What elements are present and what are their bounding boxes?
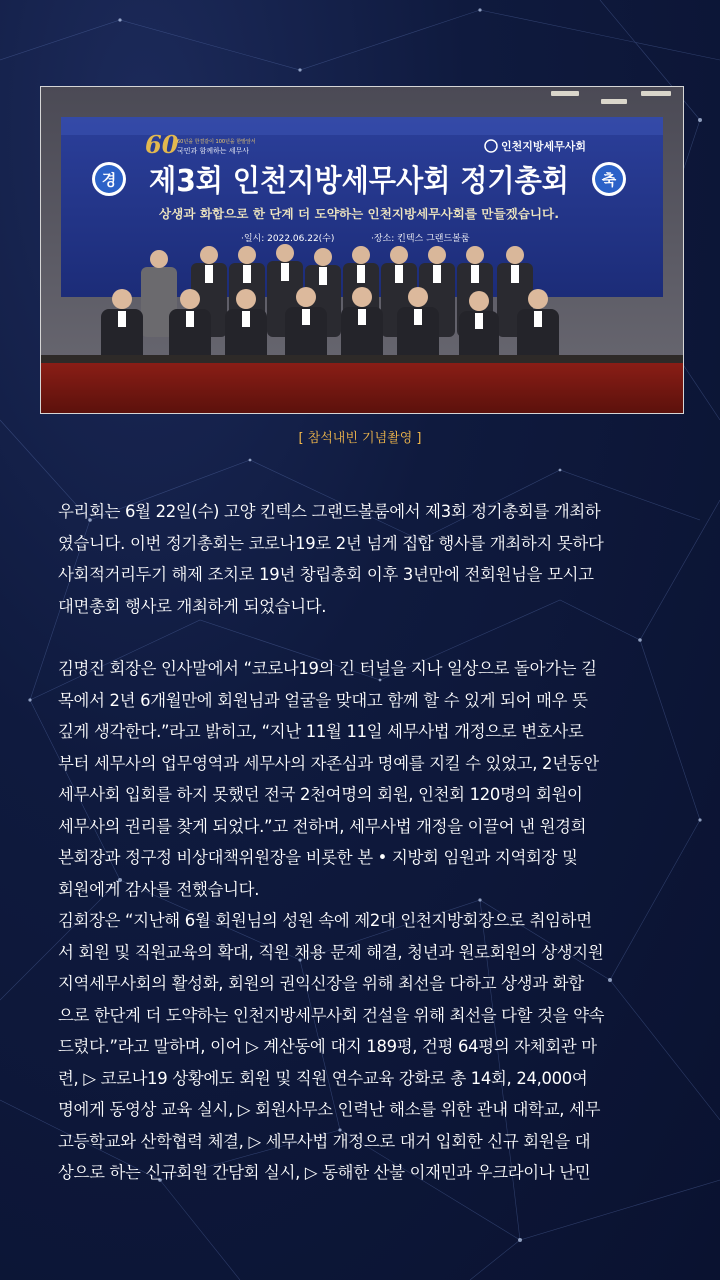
association-logo	[485, 139, 586, 153]
svg-text:60년을 한결같이 100년을 한발앞서: 60년을 한결같이 100년을 한발앞서	[177, 139, 256, 145]
svg-text:축: 축	[601, 171, 617, 189]
svg-text:경: 경	[101, 171, 117, 189]
article-paragraph-2: 김명진 회장은 인사말에서 “코로나19의 긴 터널을 지나 일상으로 돌아가는 길 목에서 2년 6개월만에 회원님과 얼굴을 맞대고 함께 할 수 있게 되어 매우 뜻 깊게 생각한다.”라고 밝히고, “지난 11월 11일 세무사법 개정으로 변호사로 부터 세무사의 업무영역과 세무사의 자존심과 명예를 지킬 수 있었고, 2년동안 세무사회 입회를 하지 못했던 전국 2천여명의 회원, 인천회 120명의 회원이 세무사의 권리를 찾게 되었다.”고 전하며, 세무사법 개정을 이끌어 낸 원경희 본회장과 정구정 비상대책위원장을 비롯한 본 • 지방회 임원과 지역회장 및 회원에게 감사를 전했습니다.	[58, 659, 599, 899]
banner-title: 제3회 인천지방세무사회 정기총회	[149, 164, 569, 199]
front-table	[41, 355, 683, 363]
svg-text:인천지방세무사회: 인천지방세무사회	[501, 140, 587, 153]
badge-right	[592, 162, 626, 196]
banner-slogan: 상생과 화합으로 한 단계 더 도약하는 인천지방세무사회를 만들겠습니다.	[159, 207, 541, 221]
article-paragraph-1: 우리회는 6월 22일(수) 고양 킨텍스 그랜드볼룸에서 제3회 정기총회를 개최하 였습니다. 이번 정기총회는 코로나19로 2년 넘게 집합 행사를 개최하지 못하다 사회적거리두기 해제 조치로 19년 창립총회 이후 3년만에 전회원님을 모시고 대면총회 행사로 개최하게 되었습니다.	[58, 502, 604, 616]
badge-left	[92, 162, 126, 196]
article-body	[58, 496, 670, 1189]
banner-place: ·장소: 킨텍스 그랜드볼룸	[371, 234, 470, 244]
group-photo	[40, 86, 684, 414]
photo-caption: [ 참석내빈 기념촬영 ]	[298, 431, 422, 446]
banner-date: ·일시: 2022.06.22(수)	[241, 234, 335, 244]
svg-text:60: 60	[145, 130, 179, 159]
article-paragraph-3: 김회장은 “지난해 6월 회원님의 성원 속에 제2대 인천지방회장으로 취임하면 서 회원 및 직원교육의 확대, 직원 채용 문제 해결, 청년과 원로회원의 상생지원 지역세무사회의 활성화, 회원의 권익신장을 위해 최선을 다하고 상생과 화합 으로 한단계 더 도약하는 인천지방세무사회 건설을 위해 최선을 다할 것을 약속 드렸다.”라고 말하며, 이어 ▷ 계산동에 대지 189평, 건평 64평의 자체회관 마 련, ▷ 코로나19 상황에도 회원 및 직원 연수교육 강화로 총 14회, 24,000여 명에게 동영상 교육 실시, ▷ 회원사무소 인력난 해소를 위한 관내 대학교, 세무 고등학교와 산학협력 체결, ▷ 세무사법 개정으로 대거 입회한 신규 회원을 대 상으로 하는 신규회원 간담회 실시, ▷ 동해한 산불 이재민과 우크라이나 난민	[58, 911, 605, 1182]
svg-text:국민과 함께하는 세무사: 국민과 함께하는 세무사	[177, 147, 250, 155]
